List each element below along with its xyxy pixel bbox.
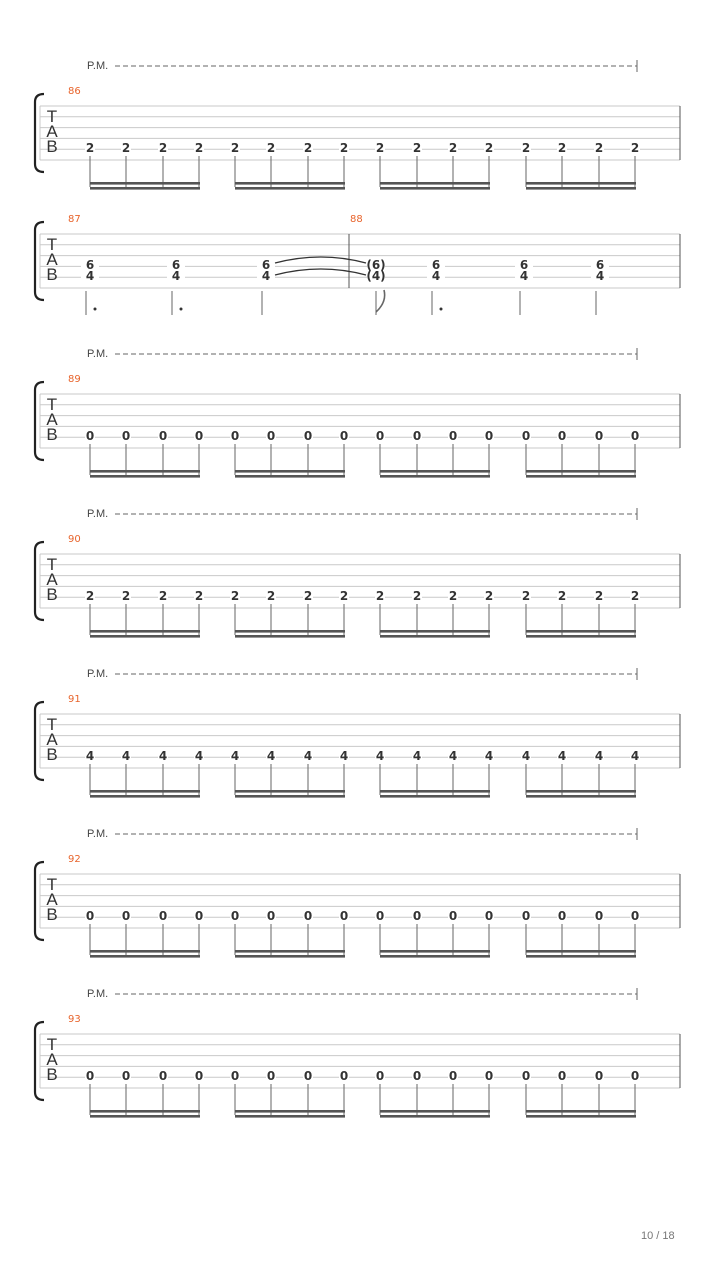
fret-number: 4	[85, 749, 95, 763]
beam	[90, 1110, 200, 1113]
fret-number: 0	[303, 429, 313, 443]
beam	[90, 795, 200, 798]
beam	[90, 635, 200, 638]
beam	[526, 1110, 636, 1113]
fret-number: 4	[630, 749, 640, 763]
beam	[380, 182, 490, 185]
fret-number: 2	[630, 141, 640, 155]
staff-system	[35, 348, 680, 478]
fret-number: 0	[339, 429, 349, 443]
fret-number: 4	[557, 749, 567, 763]
fret-number: 2	[484, 141, 494, 155]
fret-number: 2	[521, 141, 531, 155]
fret-number: 2	[85, 141, 95, 155]
beam	[90, 1115, 200, 1118]
fret-number: 4	[194, 749, 204, 763]
beam	[526, 950, 636, 953]
fret-number: 6	[85, 258, 95, 272]
tab-clef-letter: A	[46, 410, 58, 429]
fret-number: 6	[519, 258, 529, 272]
fret-number: 2	[448, 141, 458, 155]
fret-number: 0	[303, 1069, 313, 1083]
beam	[235, 475, 345, 478]
beam	[526, 955, 636, 958]
fret-number: 4	[412, 749, 422, 763]
fret-number: 0	[557, 1069, 567, 1083]
palm-mute-label: P.M.	[87, 668, 109, 680]
staff-system	[35, 60, 680, 190]
tab-clef-letter: B	[46, 1065, 58, 1084]
fret-number: 4	[85, 269, 95, 283]
tab-clef-letter: A	[46, 730, 58, 749]
beam	[380, 475, 490, 478]
beam	[235, 635, 345, 638]
beam	[380, 955, 490, 958]
fret-number: 0	[230, 909, 240, 923]
fret-number: 4	[375, 749, 385, 763]
fret-number: 2	[158, 589, 168, 603]
bar-number: 88	[350, 214, 363, 225]
fret-number: 2	[630, 589, 640, 603]
beam	[90, 187, 200, 190]
fret-number: 0	[630, 1069, 640, 1083]
fret-number: 0	[194, 429, 204, 443]
page-number: 10 / 18	[641, 1230, 675, 1242]
fret-number: 6	[171, 258, 181, 272]
fret-number: 0	[630, 909, 640, 923]
palm-mute-label: P.M.	[87, 60, 109, 72]
staff-system	[35, 828, 680, 958]
note-flag	[376, 290, 385, 312]
beam	[90, 790, 200, 793]
fret-number: 2	[375, 589, 385, 603]
fret-number: 0	[303, 909, 313, 923]
fret-number: 0	[521, 909, 531, 923]
beam	[526, 182, 636, 185]
fret-number: 0	[121, 1069, 131, 1083]
fret-number: 0	[85, 1069, 95, 1083]
tab-clef-letter: B	[46, 137, 58, 156]
fret-number: 4	[431, 269, 441, 283]
fret-number: 0	[266, 1069, 276, 1083]
fret-number: 0	[230, 429, 240, 443]
fret-number: 0	[121, 909, 131, 923]
fret-number: 2	[194, 589, 204, 603]
fret-number: 0	[230, 1069, 240, 1083]
fret-number: 6	[595, 258, 605, 272]
bar-number: 91	[68, 694, 81, 705]
tab-clef-letter: T	[46, 555, 58, 574]
beam	[380, 1110, 490, 1113]
fret-number: 2	[594, 589, 604, 603]
beam	[235, 630, 345, 633]
fret-number: 0	[375, 1069, 385, 1083]
fret-number: 2	[375, 141, 385, 155]
fret-number: 4	[594, 749, 604, 763]
fret-number: 0	[484, 909, 494, 923]
palm-mute-label: P.M.	[87, 348, 109, 360]
fret-number: 0	[484, 429, 494, 443]
fret-number: 2	[303, 141, 313, 155]
fret-number: 0	[158, 429, 168, 443]
beam	[380, 795, 490, 798]
beam	[526, 795, 636, 798]
tab-clef-letter: T	[46, 395, 58, 414]
beam	[380, 187, 490, 190]
beam	[380, 790, 490, 793]
staff-system	[35, 668, 680, 798]
fret-number: 0	[121, 429, 131, 443]
tab-clef-letter: T	[46, 235, 58, 254]
fret-number: 4	[158, 749, 168, 763]
fret-number: 0	[266, 909, 276, 923]
fret-number: 2	[557, 141, 567, 155]
fret-number: 2	[266, 141, 276, 155]
fret-number: 2	[266, 589, 276, 603]
fret-number: 2	[121, 589, 131, 603]
palm-mute-label: P.M.	[87, 828, 109, 840]
beam	[526, 630, 636, 633]
beam	[235, 790, 345, 793]
fret-number: 4	[521, 749, 531, 763]
fret-number: 2	[230, 141, 240, 155]
fret-number: 2	[557, 589, 567, 603]
fret-number: 0	[339, 909, 349, 923]
bar-number: 89	[68, 374, 81, 385]
tab-clef-letter: B	[46, 425, 58, 444]
tab-clef-letter: A	[46, 250, 58, 269]
tab-clef-letter: T	[46, 107, 58, 126]
fret-number: 0	[85, 909, 95, 923]
beam	[526, 470, 636, 473]
tab-clef-letter: B	[46, 585, 58, 604]
beam	[90, 182, 200, 185]
beam	[526, 635, 636, 638]
palm-mute-label: P.M.	[87, 508, 109, 520]
fret-number: 2	[594, 141, 604, 155]
beam	[90, 475, 200, 478]
bar-number: 86	[68, 86, 81, 97]
tab-clef-letter: B	[46, 265, 58, 284]
fret-number: 4	[448, 749, 458, 763]
fret-number: 2	[339, 141, 349, 155]
tab-clef-letter: T	[46, 1035, 58, 1054]
beam	[90, 950, 200, 953]
fret-number: 0	[412, 1069, 422, 1083]
tab-clef-letter: A	[46, 570, 58, 589]
fret-number: 2	[85, 589, 95, 603]
fret-number: 2	[484, 589, 494, 603]
beam	[526, 790, 636, 793]
fret-number: 0	[448, 1069, 458, 1083]
fret-number: 0	[557, 429, 567, 443]
beam	[235, 470, 345, 473]
beam	[235, 950, 345, 953]
fret-number: 2	[448, 589, 458, 603]
tie-arc	[275, 257, 366, 263]
fret-number: 0	[594, 429, 604, 443]
fret-number: 0	[375, 429, 385, 443]
fret-number: 4	[519, 269, 529, 283]
beam	[90, 955, 200, 958]
tab-clef-letter: A	[46, 1050, 58, 1069]
bar-number: 90	[68, 534, 81, 545]
fret-number: 0	[266, 429, 276, 443]
beam	[380, 950, 490, 953]
staff-system	[35, 508, 680, 638]
fret-number: 0	[85, 429, 95, 443]
tab-clef-letter: A	[46, 890, 58, 909]
fret-number: 4	[484, 749, 494, 763]
fret-number: 2	[158, 141, 168, 155]
beam	[235, 795, 345, 798]
fret-number: 2	[121, 141, 131, 155]
tab-clef-letter: T	[46, 875, 58, 894]
fret-number: (4)	[366, 269, 386, 283]
beam	[380, 1115, 490, 1118]
augmentation-dot	[440, 308, 443, 311]
beam	[235, 187, 345, 190]
tab-clef-letter: A	[46, 122, 58, 141]
fret-number: 4	[230, 749, 240, 763]
fret-number: 0	[412, 909, 422, 923]
tab-clef-letter: T	[46, 715, 58, 734]
beam	[235, 955, 345, 958]
fret-number: 4	[266, 749, 276, 763]
fret-number: 2	[194, 141, 204, 155]
fret-number: 4	[121, 749, 131, 763]
fret-number: 0	[521, 429, 531, 443]
tab-clef-letter: B	[46, 745, 58, 764]
fret-number: 6	[261, 258, 271, 272]
fret-number: 0	[521, 1069, 531, 1083]
fret-number: 0	[375, 909, 385, 923]
fret-number: 0	[448, 909, 458, 923]
fret-number: 0	[594, 1069, 604, 1083]
fret-number: 0	[158, 1069, 168, 1083]
beam	[526, 1115, 636, 1118]
fret-number: 0	[339, 1069, 349, 1083]
fret-number: 2	[303, 589, 313, 603]
augmentation-dot	[180, 308, 183, 311]
beam	[90, 470, 200, 473]
fret-number: 2	[339, 589, 349, 603]
fret-number: 4	[339, 749, 349, 763]
beam	[235, 182, 345, 185]
beam	[526, 475, 636, 478]
staff-system	[35, 988, 680, 1118]
fret-number: 0	[557, 909, 567, 923]
bar-number: 87	[68, 214, 81, 225]
beam	[380, 635, 490, 638]
fret-number: 0	[630, 429, 640, 443]
fret-number: 4	[303, 749, 313, 763]
bar-number: 92	[68, 854, 81, 865]
tie-arc	[275, 269, 366, 275]
beam	[235, 1110, 345, 1113]
staff-system	[35, 214, 680, 315]
fret-number: 4	[171, 269, 181, 283]
beam	[90, 630, 200, 633]
fret-number: 0	[412, 429, 422, 443]
fret-number: 0	[158, 909, 168, 923]
beam	[380, 630, 490, 633]
beam	[235, 1115, 345, 1118]
fret-number: 0	[194, 1069, 204, 1083]
beam	[380, 470, 490, 473]
fret-number: 0	[448, 429, 458, 443]
augmentation-dot	[94, 308, 97, 311]
fret-number: 2	[412, 589, 422, 603]
fret-number: 6	[431, 258, 441, 272]
fret-number: 0	[484, 1069, 494, 1083]
fret-number: 2	[230, 589, 240, 603]
fret-number: 4	[595, 269, 605, 283]
fret-number: (6)	[366, 258, 386, 272]
fret-number: 2	[521, 589, 531, 603]
tab-clef-letter: B	[46, 905, 58, 924]
fret-number: 0	[594, 909, 604, 923]
bar-number: 93	[68, 1014, 81, 1025]
palm-mute-label: P.M.	[87, 988, 109, 1000]
fret-number: 0	[194, 909, 204, 923]
fret-number: 2	[412, 141, 422, 155]
fret-number: 4	[261, 269, 271, 283]
beam	[526, 187, 636, 190]
